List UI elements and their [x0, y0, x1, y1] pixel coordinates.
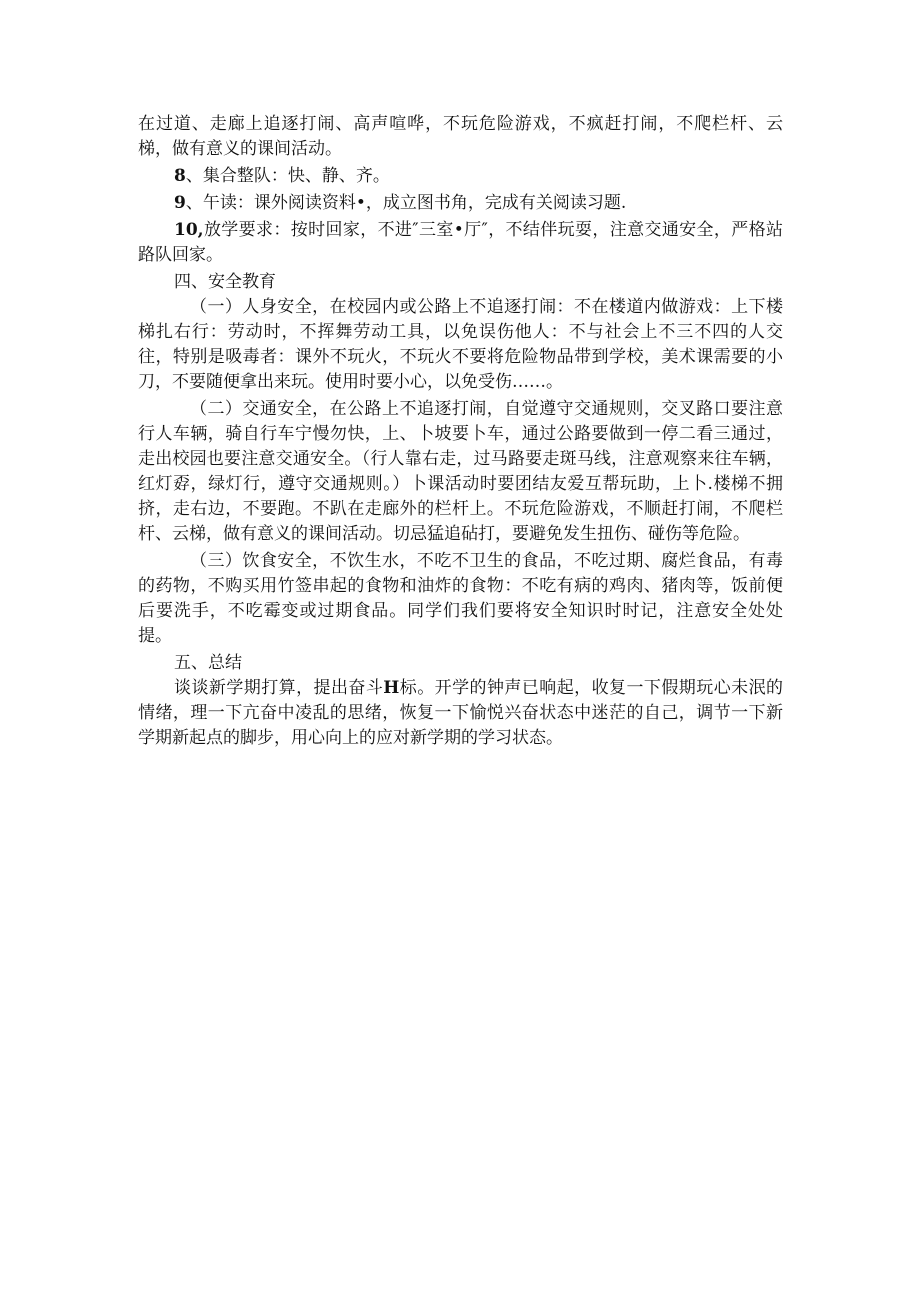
summary-text-after: 标。开学的钟声已响起，收复一下假期玩心未泯的情绪，理一下亢奋中凌乱的思绪，恢复一下愉悦兴奋状态中迷茫的自己，调节一下新学期新起点的脚步，用心向上的应对新学期的学习状态。: [138, 678, 784, 748]
item-8-assembly: [138, 164, 783, 189]
paragraph-food-safety: （三）饮食安全，不饮生水，不吃不卫生的食品，不吃过期、腐烂食品，有毒的药物，不购买用竹签串起的食物和油炸的食物：不吃有病的鸡肉、猪肉等，饭前便后要洗手，不吃霉变或过期食品。同学们我们要将安全知识时时记，注意安全处处提。: [138, 551, 783, 646]
item-text: 、集合整队：快、静、齐。: [185, 166, 390, 186]
summary-bold-glyph: H: [383, 678, 400, 698]
item-text: 、午读：课外阅读资料•，成立图书角，完成有关阅读习题.: [185, 193, 627, 213]
paragraph-recess-rules: 在过道、走廊上追逐打闹、高声喧哗，不玩危险游戏，不疯赶打闹，不爬栏杆、云梯，做有意义的课间活动。: [138, 114, 783, 159]
paragraph-summary: [138, 676, 783, 751]
paragraph-traffic-safety: （二）交通安全，在公路上不追逐打闹，自觉遵守交通规则，交叉路口要注意行人车辆，骑自行车宁慢勿快，上、卜坡要卜车，通过公路要做到一停二看三通过，走出校园也要注意交通安全。（行人靠右走，过马路要走斑马线，注意观察来往车辆，红灯孬，绿灯行，遵守交通规则。）卜课活动时要团结友爱互帮玩助，上卜.楼梯不拥挤，走右边，不要跑。不趴在走廊外的栏杆上。不玩危险游戏，不顺赶打闹，不爬栏杆、云梯，做有意义的课间活动。切忌猛追砧打，要避免发生扭伤、碰伤等危险。: [138, 399, 783, 544]
item-number: 9: [174, 193, 186, 213]
item-10-dismissal: [138, 218, 783, 268]
item-9-noon-reading: [138, 191, 783, 216]
section-heading-summary: 五、总结: [174, 653, 242, 673]
item-number: 10,: [174, 220, 204, 240]
item-number: 8: [174, 166, 186, 186]
summary-text-before: 谈谈新学期打算，提出奋斗: [174, 678, 384, 698]
section-heading-safety: 四、安全教育: [174, 272, 276, 292]
paragraph-personal-safety: （一）人身安全，在校园内或公路上不追逐打闹：不在楼道内做游戏：上下楼梯扎右行：劳动时，不挥舞劳动工具，以免误伤他人：不与社会上不三不四的人交往，特别是吸毒者：课外不玩火，不玩火不要将危险物品带到学校，美术课需要的小刀，不要随便拿出来玩。使用时要小心，以免受伤……。: [138, 297, 783, 392]
document-page: [138, 112, 783, 751]
item-text: 放学要求：按时回家，不进″三室•厅″，不结伴玩耍，注意交通安全，严格站路队回家。: [138, 220, 783, 265]
